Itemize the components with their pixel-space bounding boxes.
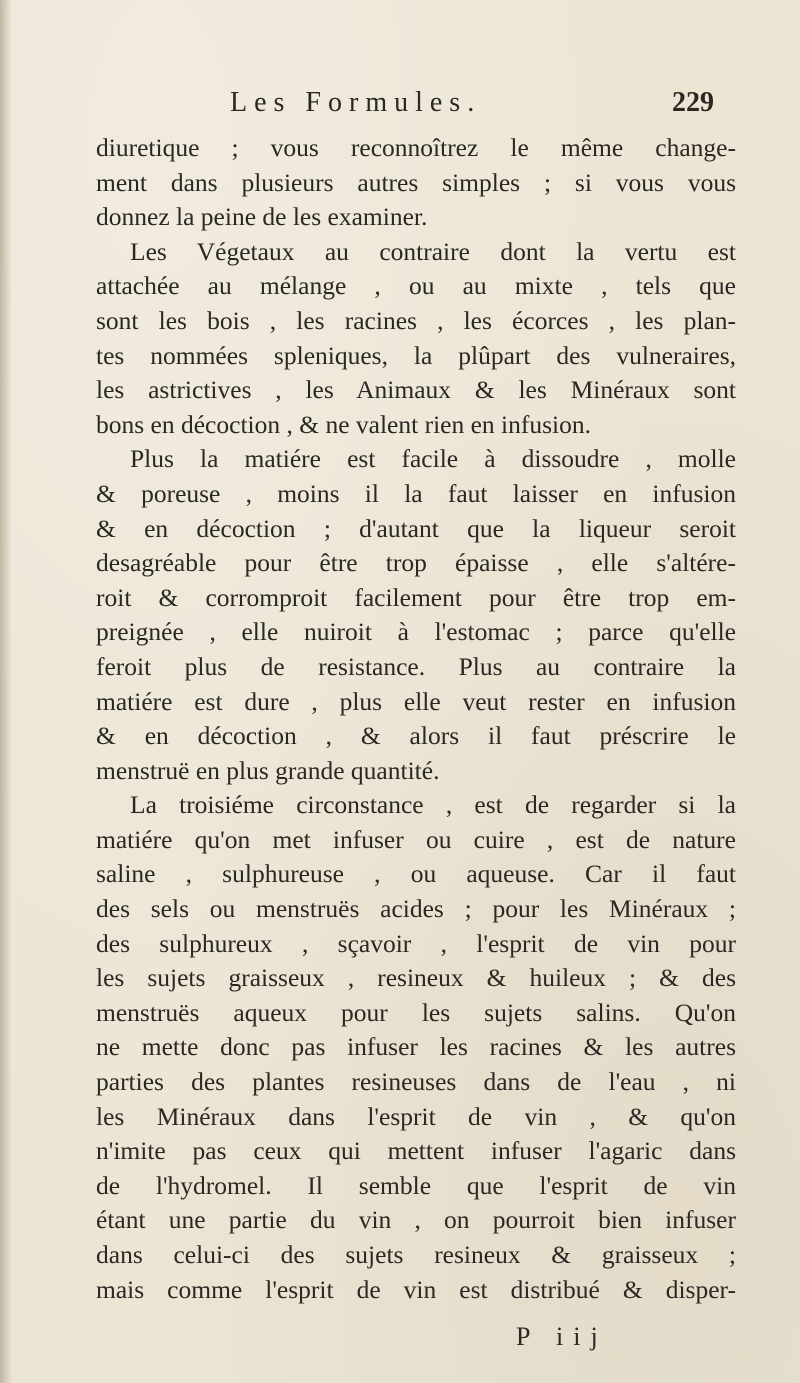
- text-line: Les Végetaux au contraire dont la vertu est: [130, 236, 736, 266]
- text-line: ne mette donc pas infuser les racines & les autres: [96, 1032, 736, 1062]
- text-line: dans celui-ci des sujets resineux & graisseux ;: [96, 1240, 736, 1269]
- text-line: les astrictives , les Animaux & les Minéraux sont: [96, 375, 736, 405]
- text-line: donnez la peine de les examiner.: [96, 202, 428, 232]
- text-line: des sulphureux , sçavoir , l'esprit de vin pour: [96, 928, 736, 958]
- text-line: & en décoction ; d'autant que la liqueur seroit: [96, 513, 736, 543]
- text-line: menstruë en plus grande quantité.: [96, 755, 440, 785]
- text-line: de l'hydromel. Il semble que l'esprit de vin: [96, 1170, 736, 1200]
- text-line: étant une partie du vin , on pourroit bien infuser: [96, 1205, 736, 1235]
- text-line: preignée , elle nuiroit à l'estomac ; parce qu'elle: [96, 617, 736, 647]
- body-text: [96, 131, 736, 1307]
- text-line: feroit plus de resistance. Plus au contraire la: [96, 651, 736, 681]
- text-line: mais comme l'esprit de vin est distribué & disper-: [96, 1274, 736, 1304]
- text-line: ment dans plusieurs autres simples ; si vous vous: [96, 167, 736, 197]
- text-line: Plus la matiére est facile à dissoudre , molle: [130, 444, 736, 474]
- text-line: & poreuse , moins il la faut laisser en infusion: [96, 478, 736, 508]
- text-line: La troisiéme circonstance , est de regarder si la: [130, 790, 736, 820]
- text-line: & en décoction , & alors il faut préscrire le: [96, 721, 736, 751]
- text-line: sont les bois , les racines , les écorces , les plan-: [96, 305, 736, 335]
- text-line: n'imite pas ceux qui mettent infuser l'agaric dans: [96, 1136, 736, 1166]
- text-line: saline , sulphureuse , ou aqueuse. Car il faut: [96, 859, 736, 889]
- text-line: desagréable pour être trop épaisse , elle s'altére-: [96, 548, 736, 578]
- signature-mark: P iij: [516, 1322, 608, 1351]
- text-line: matiére est dure , plus elle veut rester en infusion: [96, 686, 736, 716]
- text-line: bons en décoction , & ne valent rien en infusion.: [96, 409, 591, 439]
- text-line: diuretique ; vous reconnoîtrez le même change-: [96, 133, 736, 162]
- text-line: les Minéraux dans l'esprit de vin , & qu'on: [96, 1101, 736, 1131]
- page-gutter-shadow: [0, 0, 12, 1383]
- text-line: roit & corromproit facilement pour être trop em-: [96, 582, 736, 612]
- page-number: 229: [672, 87, 714, 118]
- text-line: les sujets graisseux , resineux & huileux ; & des: [96, 963, 736, 993]
- running-head: Les Formules.: [230, 87, 482, 118]
- text-line: des sels ou menstruës acides ; pour les Minéraux ;: [96, 894, 736, 924]
- text-line: menstruës aqueux pour les sujets salins. Qu'on: [96, 997, 736, 1027]
- text-line: matiére qu'on met infuser ou cuire , est de nature: [96, 824, 736, 854]
- text-line: parties des plantes resineuses dans de l'eau , ni: [96, 1067, 736, 1097]
- text-line: attachée au mélange , ou au mixte , tels que: [96, 271, 736, 301]
- text-line: tes nommées spleniques, la plûpart des vulneraires,: [96, 340, 736, 370]
